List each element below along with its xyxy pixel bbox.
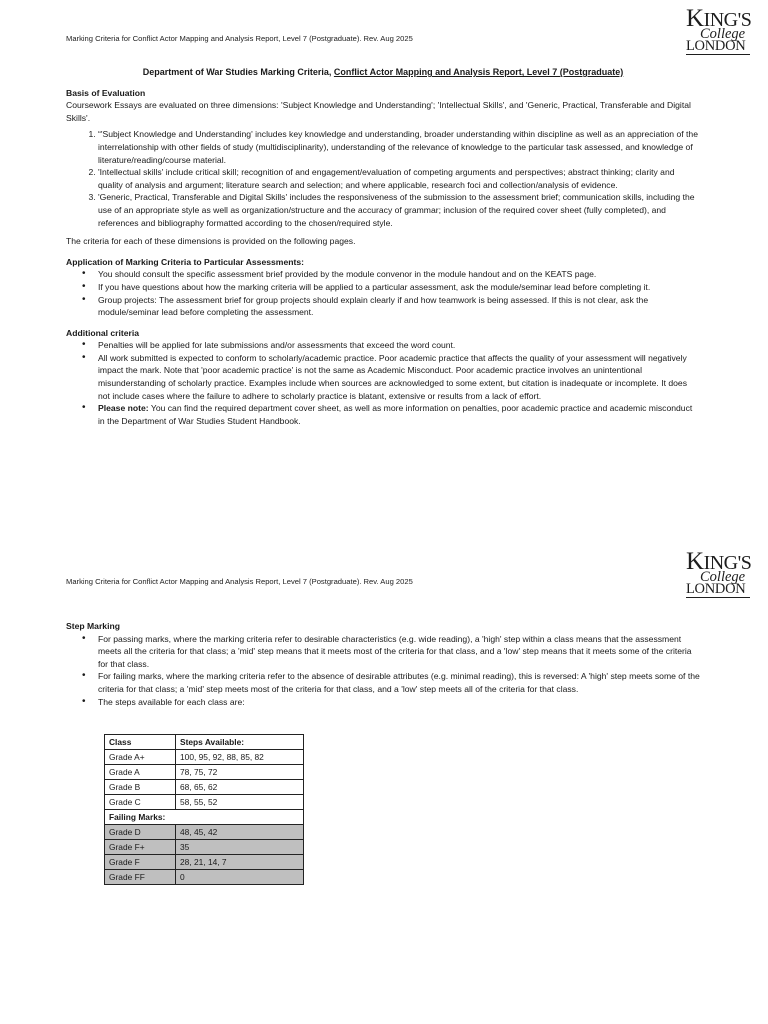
failing-marks-row — [105, 810, 304, 825]
step-marking-heading: Step Marking — [66, 621, 120, 631]
application-list — [66, 268, 700, 318]
steps-table — [104, 734, 304, 885]
list-item: • For failing marks, where the marking criteria refer to the absence of desirable attributes (e.g. minimal reading), this is reversed: A 'high' step meets some of the criteria for that class; a 'mid' step meets most of the criteria for that class, and a 'low' step meets all of the criteria for that class. — [98, 670, 700, 695]
basis-heading: Basis of Evaluation — [66, 87, 146, 98]
table-row — [105, 870, 304, 885]
list-item: • Penalties will be applied for late submissions and/or assessments that exceed the word count. — [98, 339, 700, 352]
table-cell: 35 — [176, 840, 304, 855]
table-cell: 28, 21, 14, 7 — [176, 855, 304, 870]
table-cell: 0 — [176, 870, 304, 885]
application-heading: Application of Marking Criteria to Particular Assessments: — [66, 256, 304, 267]
page-2-content — [66, 620, 700, 708]
additional-list — [66, 339, 700, 427]
list-item: 3. 'Generic, Practical, Transferable and Digital Skills' includes the responsiveness of the submission to the assessment brief; communication skills, including the use of an appropriate style as well as organization/structure and the accuracy of grammar; inclusion of the required cover sheet (fully completed), and references and bibliography formatted according to the chosen/required style. — [98, 191, 700, 229]
table-row — [105, 825, 304, 840]
table-cell: 78, 75, 72 — [176, 765, 304, 780]
table-cell: Grade D — [105, 825, 176, 840]
table-row — [105, 765, 304, 780]
failing-marks-label: Failing Marks: — [105, 810, 304, 825]
list-item — [98, 402, 700, 427]
table-cell: Grade FF — [105, 870, 176, 885]
table-header-row — [105, 735, 304, 750]
table-header-cell: Steps Available: — [176, 735, 304, 750]
page-header-text: Marking Criteria for Conflict Actor Mapping and Analysis Report, Level 7 (Postgraduate). Rev. Aug 2025 — [66, 34, 413, 43]
table-cell: 68, 65, 62 — [176, 780, 304, 795]
table-row — [105, 840, 304, 855]
document-title: Department of War Studies Marking Criteria, Conflict Actor Mapping and Analysis Report, Level 7 (Postgraduate) — [142, 67, 624, 77]
criteria-note: The criteria for each of these dimensions is provided on the following pages. — [66, 236, 356, 247]
table-cell: Grade B — [105, 780, 176, 795]
table-cell: Grade C — [105, 795, 176, 810]
table-cell: Grade A — [105, 765, 176, 780]
table-cell: 58, 55, 52 — [176, 795, 304, 810]
kings-college-london-logo: KING'S College LONDON — [686, 548, 752, 597]
list-item: • Group projects: The assessment brief for group projects should explain clearly if and how teamwork is being assessed. If this is not clear, ask the module/seminar lead before completing the assessment. — [98, 294, 700, 319]
table-row — [105, 795, 304, 810]
kings-college-london-logo: KING'S College LONDON — [686, 5, 752, 54]
list-item: 1. “'Subject Knowledge and Understanding' includes key knowledge and understanding, broader understanding within discipline as well as an appreciation of the interrelationship with other fields of study (multidisciplinarity), understanding of the relevance of knowledge to the particular task assessed, and knowledge of literature/reading/course material. — [98, 128, 700, 166]
table-header-cell: Class — [105, 735, 176, 750]
dimensions-list — [66, 128, 700, 229]
page-1-content — [66, 66, 700, 427]
table-row — [105, 750, 304, 765]
list-item: 2. 'Intellectual skills' include critical skill; recognition of and engagement/evaluation of competing arguments and perspectives; abstract thinking; clarity and quality of analysis and argument; literature search and selection; and where applicable, research foci and collection/analysis of evidence. — [98, 166, 700, 191]
basis-text: Coursework Essays are evaluated on three dimensions: 'Subject Knowledge and Understanding'; 'Intellectual Skills', and 'Generic, Practical, Transferable and Digital Skills'. — [66, 100, 691, 123]
table-cell: Grade A+ — [105, 750, 176, 765]
step-marking-list — [66, 633, 700, 709]
table-cell: 48, 45, 42 — [176, 825, 304, 840]
table-cell: 100, 95, 92, 88, 85, 82 — [176, 750, 304, 765]
table-row — [105, 855, 304, 870]
list-item: • All work submitted is expected to conform to scholarly/academic practice. Poor academic practice that affects the quality of your assessment will negatively impact the mark. Note that 'poor academic practice' is not the same as Academic Misconduct. Poor academic practice involves an unintentional misunderstanding of scholarly practice. Examples include when sources are acknowledged to some extent, but citation is inadequate or incomplete. It does not include cases where the failure to adhere to scholarly practice is blatant, extensive or results from a lack of effort. — [98, 352, 700, 402]
list-item: • The steps available for each class are: — [98, 696, 700, 709]
additional-heading: Additional criteria — [66, 327, 140, 338]
please-note-text: You can find the required department cover sheet, as well as more information on penalties, poor academic practice and academic misconduct in the Department of War Studies Student Handbook. — [98, 403, 693, 426]
page-header-text: Marking Criteria for Conflict Actor Mapping and Analysis Report, Level 7 (Postgraduate). Rev. Aug 2025 — [66, 577, 413, 586]
please-note-label: Please note: — [98, 403, 149, 414]
list-item: • For passing marks, where the marking criteria refer to desirable characteristics (e.g. wide reading), a 'high' step within a class means that the assessment meets all the criteria for that class; a 'mid' step means that it meets most of the criteria for that class, and a 'low' step means that it meets some of the criteria for that class. — [98, 633, 700, 671]
table-cell: Grade F+ — [105, 840, 176, 855]
table-cell: Grade F — [105, 855, 176, 870]
table-row — [105, 780, 304, 795]
list-item: • If you have questions about how the marking criteria will be applied to a particular assessment, ask the module/seminar lead before completing it. — [98, 281, 700, 294]
list-item: • You should consult the specific assessment brief provided by the module convenor in the module handout and on the KEATS page. — [98, 268, 700, 281]
